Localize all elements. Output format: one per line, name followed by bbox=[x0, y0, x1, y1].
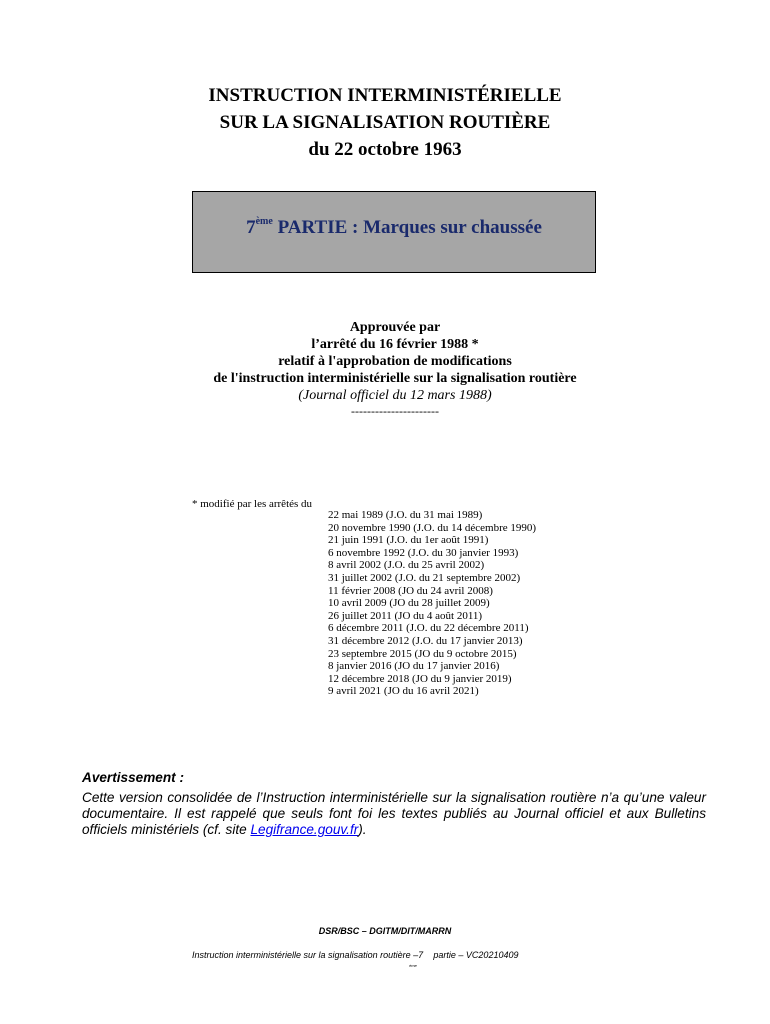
approval-line-4: de l'instruction interministérielle sur la signalisation routière bbox=[213, 371, 577, 386]
title-line-1: INSTRUCTION INTERMINISTÉRIELLE bbox=[208, 85, 562, 106]
part-number: 7 bbox=[246, 217, 256, 238]
amendment-item: 22 mai 1989 (J.O. du 31 mai 1989) bbox=[328, 509, 483, 521]
approval-block bbox=[0, 319, 770, 418]
approval-separator: ---------------------- bbox=[351, 404, 439, 418]
amendment-item: 8 janvier 2016 (JO du 17 janvier 2016) bbox=[328, 660, 500, 673]
amendment-item: 23 septembre 2015 (JO du 9 octobre 2015) bbox=[328, 647, 517, 660]
approval-line-1: Approuvée par bbox=[349, 320, 441, 335]
amendment-item: 12 décembre 2018 (JO du 9 janvier 2019) bbox=[328, 672, 512, 685]
amendment-item: 31 juillet 2002 (J.O. du 21 septembre 2002) bbox=[328, 571, 521, 584]
notice-text-after: ). bbox=[358, 822, 367, 837]
amendment-item: 26 juillet 2011 (JO du 4 août 2011) bbox=[328, 609, 483, 622]
legifrance-link[interactable]: Legifrance.gouv.fr bbox=[250, 822, 359, 837]
amendment-item: 9 avril 2021 (JO du 16 avril 2021) bbox=[328, 685, 479, 698]
part-title bbox=[246, 217, 542, 239]
title-line-2: SUR LA SIGNALISATION ROUTIÈRE bbox=[219, 112, 551, 133]
notice-title: Avertissement : bbox=[82, 770, 184, 785]
footer-doc bbox=[192, 950, 519, 968]
approval-line-3: relatif à l'approbation de modifications bbox=[278, 354, 512, 369]
notice-text bbox=[82, 790, 706, 838]
amendment-item: 21 juin 1991 (J.O. du 1er août 1991) bbox=[328, 534, 489, 547]
amendment-item: 20 novembre 1990 (J.O. du 14 décembre 1990) bbox=[328, 521, 537, 534]
footer-org: DSR/BSC – DGITM/DIT/MARRN bbox=[318, 926, 452, 936]
amendment-item: 10 avril 2009 (JO du 28 juillet 2009) bbox=[328, 597, 490, 610]
approval-line-2: l’arrêté du 16 février 1988 * bbox=[311, 337, 479, 352]
title-line-3: du 22 octobre 1963 bbox=[308, 139, 462, 160]
amendment-item: 8 avril 2002 (J.O. du 25 avril 2002) bbox=[328, 559, 485, 572]
footer-doc-suffix: partie – VC20210409 bbox=[433, 950, 519, 960]
amendments-label: * modifié par les arrêtés du bbox=[192, 498, 313, 510]
amendment-item: 6 novembre 1992 (J.O. du 30 janvier 1993) bbox=[328, 546, 519, 559]
part-box bbox=[192, 191, 596, 273]
amendment-item: 31 décembre 2012 (J.O. du 17 janvier 2013) bbox=[328, 634, 523, 647]
notice-block bbox=[82, 770, 706, 838]
amendment-item: 6 décembre 2011 (J.O. du 22 décembre 2011) bbox=[328, 622, 529, 635]
part-title-text: PARTIE : Marques sur chaussée bbox=[277, 217, 542, 238]
amendments-list bbox=[328, 509, 536, 698]
approval-journal: (Journal officiel du 12 mars 1988) bbox=[298, 388, 492, 403]
document-title bbox=[0, 82, 770, 163]
footer-doc-ordinal: ème bbox=[409, 963, 417, 968]
notice-text-before: Cette version consolidée de l’Instruction interministérielle sur la signalisation routière n’a qu’une valeur documentaire. Il est rappelé que seuls font foi les textes publiés au Journal officiel et aux Bulletins officiels ministériels (cf. site bbox=[82, 790, 706, 837]
amendment-item: 11 février 2008 (JO du 24 avril 2008) bbox=[328, 584, 493, 597]
footer-doc-prefix: Instruction interministérielle sur la signalisation routière –7 bbox=[192, 950, 424, 960]
part-ordinal: ème bbox=[255, 215, 273, 227]
